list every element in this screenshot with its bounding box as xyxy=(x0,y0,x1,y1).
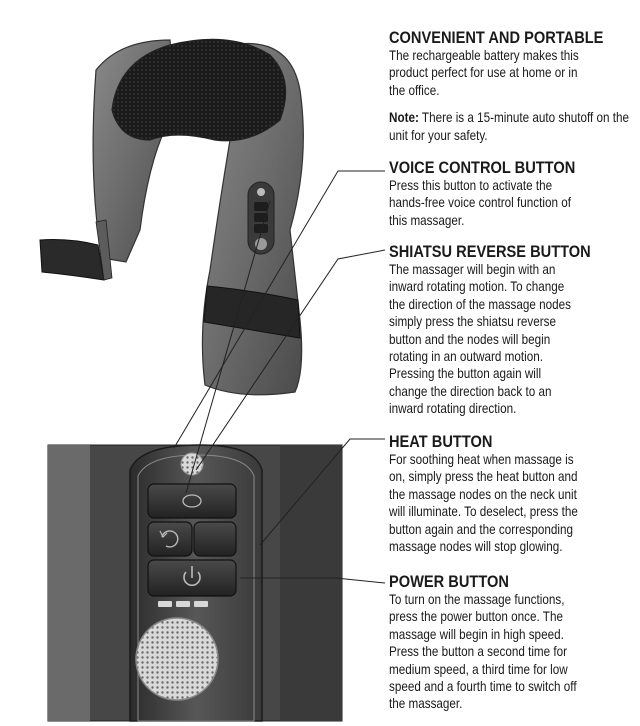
section-body: The rechargeable battery makes this product perfect for use at home or in the office. xyxy=(389,48,579,98)
section-voice-control xyxy=(389,158,629,229)
section-power-button xyxy=(389,572,629,713)
section-convenient-portable xyxy=(389,28,629,144)
section-heading: CONVENIENT AND PORTABLE xyxy=(389,28,604,47)
section-heading: VOICE CONTROL BUTTON xyxy=(389,158,576,177)
section-heading: HEAT BUTTON xyxy=(389,432,493,451)
section-body: The massager will begin with an inward rotating motion. To change the direction of the massage nodes simply press the shiatsu reverse button and the nodes will begin rotating in an outward motion. Pressing the button again will change the direction back to an inward rotating direction. xyxy=(389,262,571,417)
closeup-panel xyxy=(48,445,342,721)
section-body: To turn on the massage functions, press the power button once. The massage will begin in high speed. Press the button a second time for medium speed, a third time for low speed and a fourth time to switch off the massager. xyxy=(389,592,577,712)
section-body: For soothing heat when massage is on, simply press the heat button and the massage nodes on the neck unit will illuminate. To deselect, press the button again and the corresponding massage nodes will stop glowing. xyxy=(389,452,578,555)
section-heading: SHIATSU REVERSE BUTTON xyxy=(389,242,591,261)
section-body: Press this button to activate the hands-free voice control function of this massager. xyxy=(389,178,571,228)
section-heat-button xyxy=(389,432,629,555)
safety-note xyxy=(389,109,630,144)
note-label: Note: xyxy=(389,110,419,126)
massager-body xyxy=(40,39,303,394)
section-heading: POWER BUTTON xyxy=(389,572,509,591)
note-body: There is a 15-minute auto shutoff on the unit for your safety. xyxy=(389,110,630,143)
section-shiatsu-reverse xyxy=(389,242,629,418)
